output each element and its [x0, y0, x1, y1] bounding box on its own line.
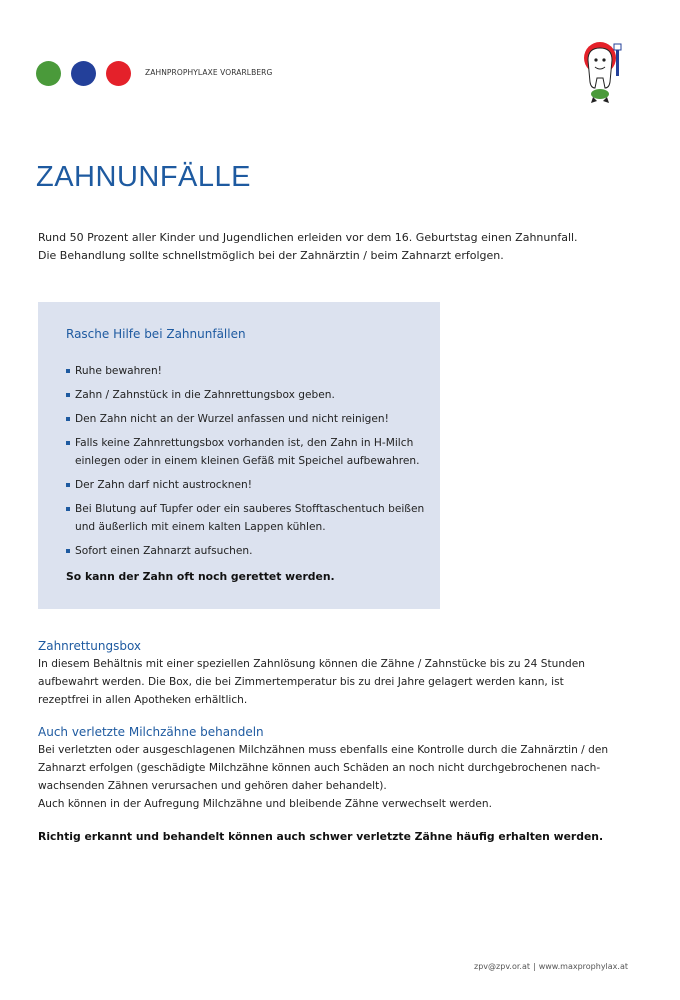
organization-name: ZAHNPROPHYLAXE VORARLBERG — [145, 68, 273, 77]
list-item: Ruhe bewahren! — [66, 362, 424, 380]
paragraph-line: Bei verletzten oder ausgeschlagenen Milchzähnen muss ebenfalls eine Kontrolle durch die Zahnärztin / den — [38, 744, 609, 756]
brand-dots — [36, 61, 131, 86]
final-note: Richtig erkannt und behandelt können auch schwer verletzte Zähne häufig erhalten werden. — [38, 830, 604, 843]
red-dot — [106, 61, 131, 86]
paragraph-line: rezeptfrei in allen Apotheken erhältlich. — [38, 694, 248, 706]
paragraph-line: Auch können in der Aufregung Milchzähne und bleibende Zähne verwechselt werden. — [38, 798, 492, 810]
footer-website-link[interactable]: www.maxprophylax.at — [538, 962, 628, 971]
list-item: Den Zahn nicht an der Wurzel anfassen und nicht reinigen! — [66, 410, 424, 428]
intro-line: Rund 50 Prozent aller Kinder und Jugendlichen erleiden vor dem 16. Geburtstag einen Zahnunfall. — [38, 231, 578, 244]
milk-teeth-text — [38, 741, 608, 813]
footer — [474, 962, 628, 971]
footer-separator: | — [533, 962, 536, 971]
footer-email-link[interactable]: zpv@zpv.or.at — [474, 962, 531, 971]
quick-help-list — [66, 362, 424, 566]
green-dot — [36, 61, 61, 86]
paragraph-line: wachsenden Zähnen verursachen und gehören daher behandelt). — [38, 780, 387, 792]
tooth-mascot-icon — [576, 40, 636, 106]
paragraph-line: aufbewahrt werden. Die Box, die bei Zimmertemperatur bis zu drei Jahre gelagert werden kann, ist — [38, 676, 564, 688]
list-item: Bei Blutung auf Tupfer oder ein sauberes Stofftaschentuch beißen und äußerlich mit einem kalten Lappen kühlen. — [66, 500, 424, 536]
intro-line: Die Behandlung sollte schnellstmöglich bei der Zahnärztin / beim Zahnarzt erfolgen. — [38, 249, 504, 262]
blue-dot — [71, 61, 96, 86]
rescue-box-heading: Zahnrettungsbox — [38, 639, 142, 653]
intro-text — [38, 229, 578, 265]
quick-help-title: Rasche Hilfe bei Zahnunfällen — [66, 327, 246, 341]
quick-help-box — [38, 302, 440, 609]
list-item: Zahn / Zahnstück in die Zahnrettungsbox geben. — [66, 386, 424, 404]
quick-help-conclusion: So kann der Zahn oft noch gerettet werden. — [66, 570, 335, 583]
page-title: ZAHNUNFÄLLE — [36, 161, 251, 193]
list-item: Falls keine Zahnrettungsbox vorhanden ist, den Zahn in H-Milch einlegen oder in einem kleinen Gefäß mit Speichel aufbewahren. — [66, 434, 424, 470]
paragraph-line: In diesem Behältnis mit einer speziellen Zahnlösung können die Zähne / Zahnstücke bis zu 24 Stunden — [38, 658, 586, 670]
list-item: Sofort einen Zahnarzt aufsuchen. — [66, 542, 424, 560]
paragraph-line: Zahnarzt erfolgen (geschädigte Milchzähne können auch Schäden an noch nicht durchgebrochenen nach- — [38, 762, 601, 774]
list-item: Der Zahn darf nicht austrocknen! — [66, 476, 424, 494]
milk-teeth-heading: Auch verletzte Milchzähne behandeln — [38, 725, 264, 739]
rescue-box-text — [38, 655, 585, 709]
